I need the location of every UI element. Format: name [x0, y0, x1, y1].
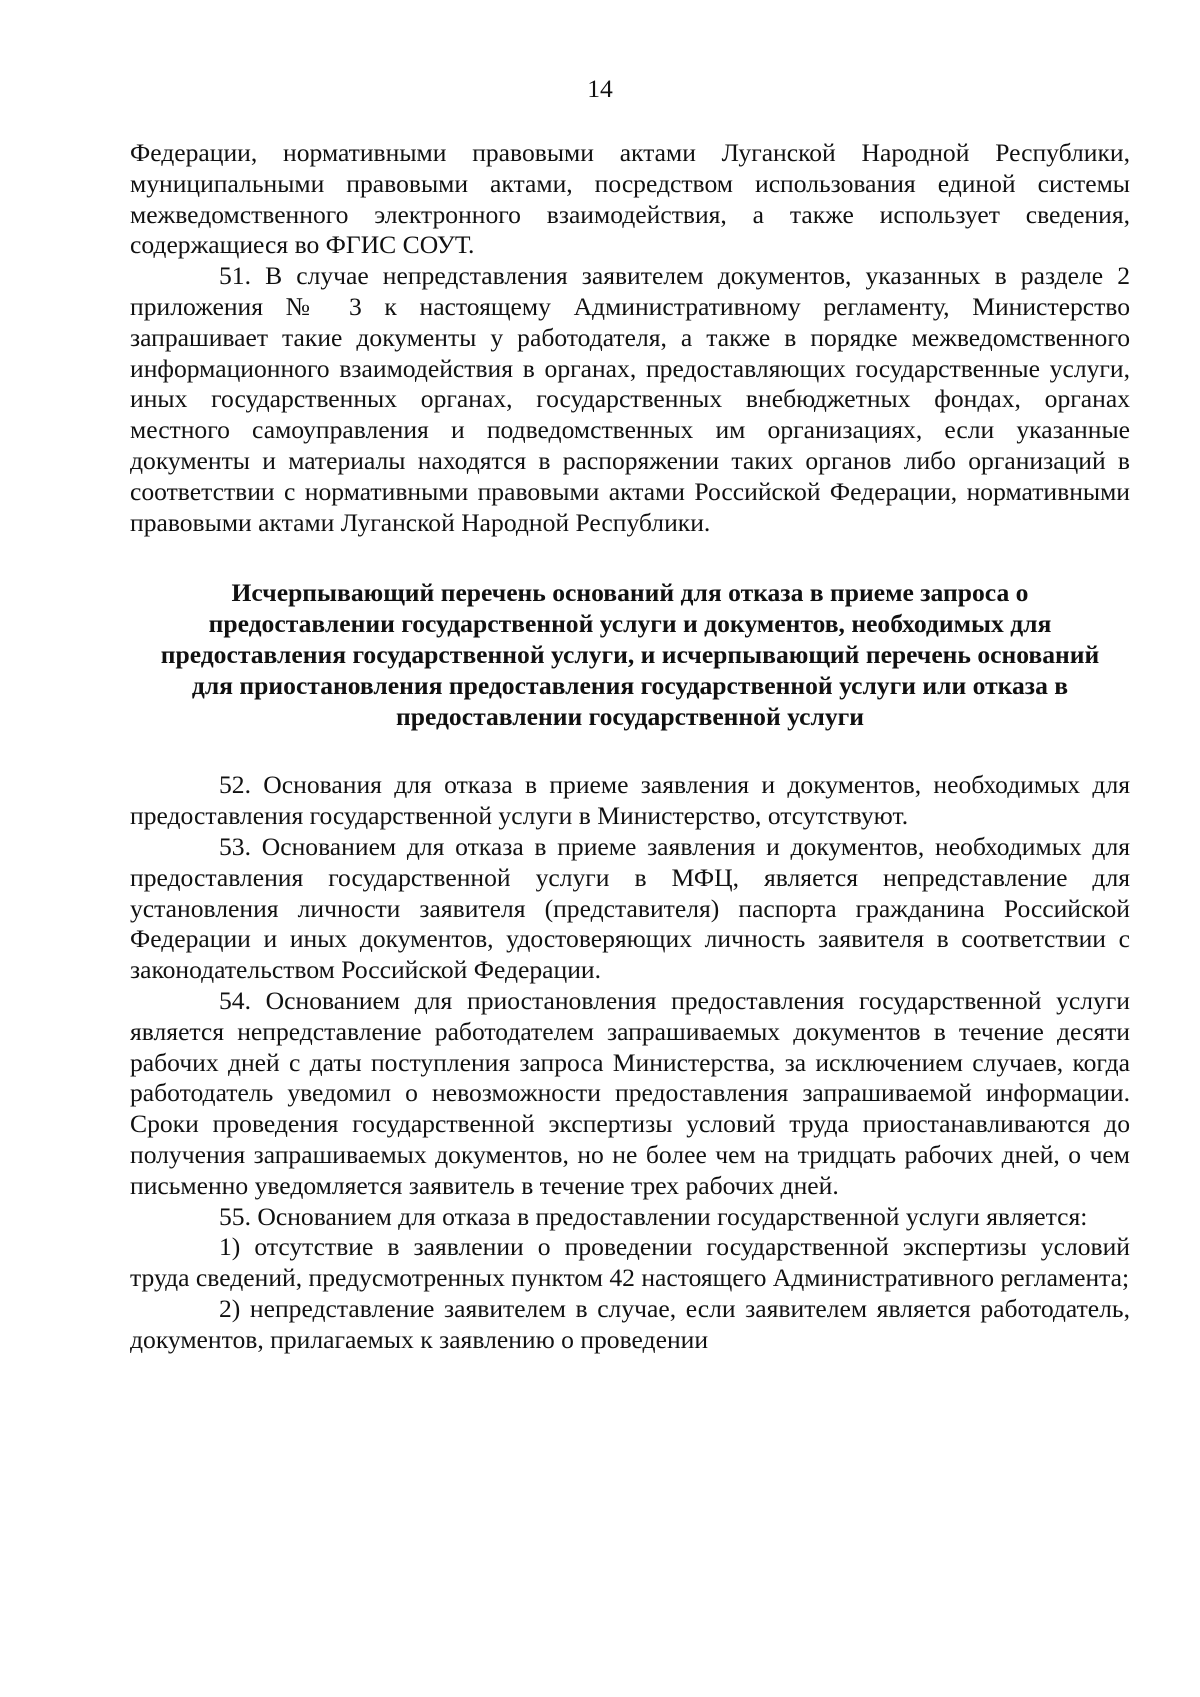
- paragraph-53: 53. Основанием для отказа в приеме заявления и документов, необходимых для предоставления государственной услуги в МФЦ, является непредставление для установления личности заявителя (представителя) паспорта гражданина Российской Федерации и иных документов, удостоверяющих личность заявителя в соответствии с законодательством Российской Федерации.: [130, 831, 1130, 985]
- paragraph-55: 55. Основанием для отказа в предоставлении государственной услуги является:: [219, 1201, 1088, 1231]
- section-heading: Исчерпывающий перечень оснований для отказа в приеме запроса о предоставлении государственной услуги и документов, необходимых для предоставления государственной услуги, и исчерпывающий перечень оснований для приостановления предоставления государственной услуги или отказа в предоставлении государственной услуги: [160, 578, 1100, 731]
- page-number: 14: [587, 74, 613, 103]
- list-item-2: 2) непредставление заявителем в случае, если заявителем является работодатель, документов, прилагаемых к заявлению о проведении: [130, 1293, 1130, 1354]
- section-text-after: [130, 770, 1130, 1355]
- paragraph-51: 51. В случае непредставления заявителем документов, указанных в разделе 2 приложения № 3 к настоящему Административному регламенту, Министерство запрашивает такие документы у работодателя, а также в порядке межведомственного информационного взаимодействия в органах, предоставляющих государственные услуги, иных государственных органах, государственных внебюджетных фондах, органах местного самоуправления и подведомственных им организациях, если указанные документы и материалы находятся в распоряжении таких органов либо организаций в соответствии с нормативными правовыми актами Российской Федерации, нормативными правовыми актами Луганской Народной Республики.: [130, 261, 1130, 537]
- section-text-before: [130, 138, 1130, 538]
- paragraph-52: 52. Основания для отказа в приеме заявления и документов, необходимых для предоставления государственной услуги в Министерство, отсутствуют.: [130, 770, 1130, 831]
- paragraph-54: 54. Основанием для приостановления предоставления государственной услуги является непредставление работодателем запрашиваемых документов в течение десяти рабочих дней с даты поступления запроса Министерства, за исключением случаев, когда работодатель уведомил о невозможности предоставления запрашиваемой информации. Сроки проведения государственной экспертизы условий труда приостанавливаются до получения запрашиваемых документов, но не более чем на тридцать рабочих дней, о чем письменно уведомляется заявитель в течение трех рабочих дней.: [130, 985, 1130, 1200]
- document-body: [130, 138, 1130, 1355]
- paragraph-continuation: Федерации, нормативными правовыми актами Луганской Народной Республики, муниципальными правовыми актами, посредством использования единой системы межведомственного электронного взаимодействия, а также использует сведения, содержащиеся во ФГИС СОУТ.: [130, 138, 1130, 260]
- list-item-1: 1) отсутствие в заявлении о проведении государственной экспертизы условий труда сведений, предусмотренных пунктом 42 настоящего Административного регламента;: [130, 1232, 1130, 1293]
